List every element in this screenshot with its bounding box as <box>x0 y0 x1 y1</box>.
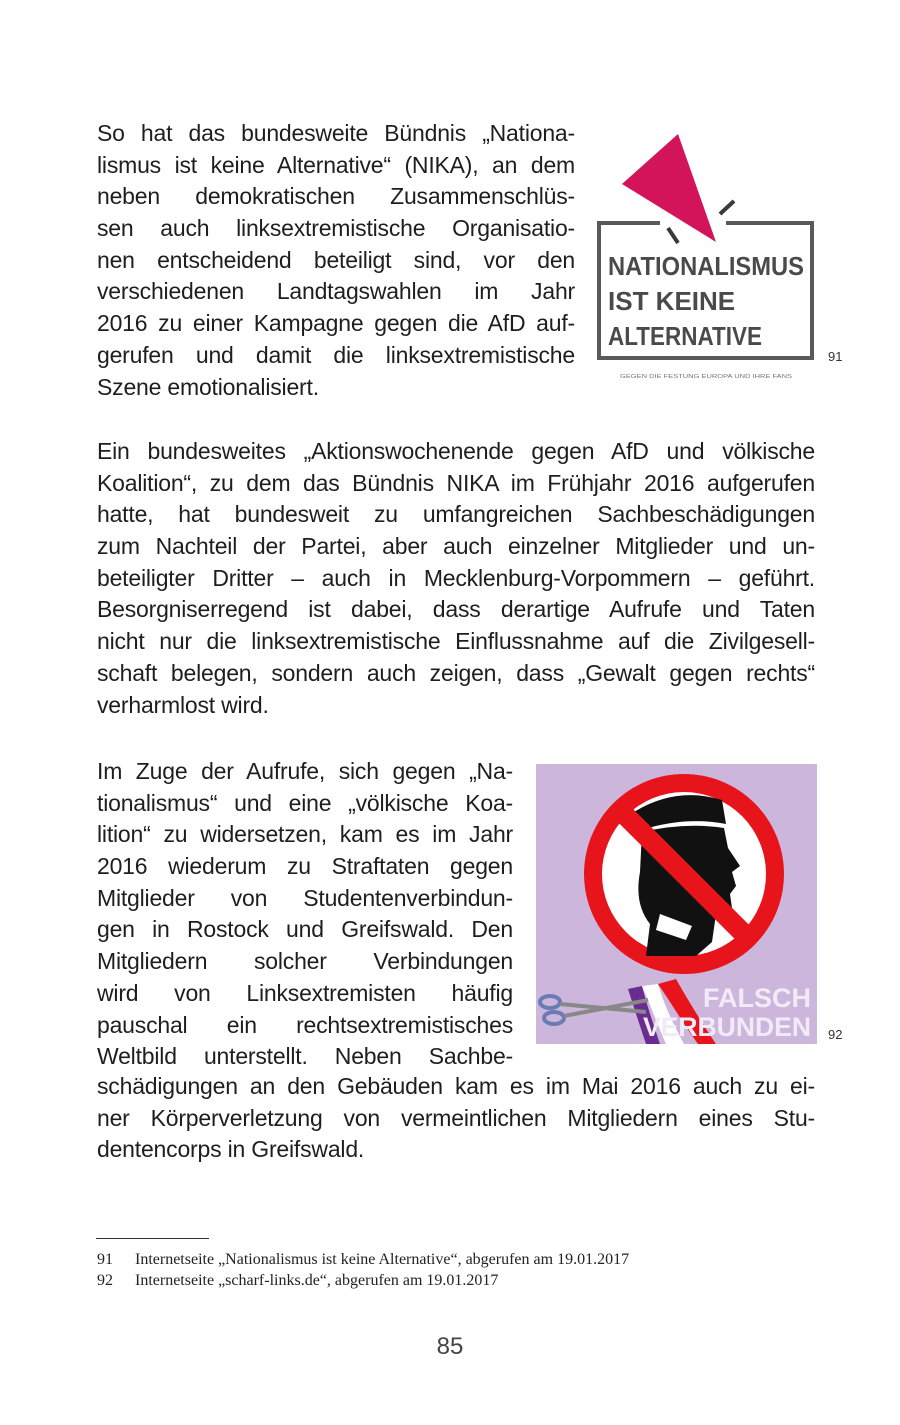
text-line: sen auch linksextremistische Organisatio- <box>97 215 575 242</box>
text-line: schaft belegen, sondern auch zeigen, dass „Gewalt gegen rechts“ <box>97 659 815 686</box>
svg-text:IST KEINE: IST KEINE <box>608 286 736 316</box>
text-line: hatte, hat bundesweit zu umfangreichen Sachbeschädigungen <box>97 501 815 528</box>
paragraph-student-fraternities <box>97 756 513 1073</box>
nika-logo-image <box>596 128 818 384</box>
text-line: Weltbild unterstellt. Neben Sachbe- <box>97 1043 513 1070</box>
footnote-91 <box>97 1249 629 1270</box>
text-line: gerufen und damit die linksextremistische <box>97 341 575 368</box>
svg-text:NATIONALISMUS: NATIONALISMUS <box>608 251 804 281</box>
footnote-text: Internetseite „Nationalismus ist keine Alternative“, abgerufen am 19.01.2017 <box>135 1251 630 1268</box>
text-line: Koalition“, zu dem das Bündnis NIKA im Frühjahr 2016 aufgerufen <box>97 469 815 496</box>
text-line: nicht nur die linksextremistische Einflussnahme auf die Zivilgesell- <box>97 628 815 655</box>
text-line: lismus ist keine Alternative“ (NIKA), an dem <box>97 151 575 178</box>
paragraph-action-weekend <box>97 436 815 721</box>
text-line: 2016 zu einer Kampagne gegen die AfD auf- <box>97 310 575 337</box>
text-line: schädigungen an den Gebäuden kam es im Mai 2016 auch zu ei- <box>97 1073 815 1099</box>
falsch-verbunden-image <box>536 764 817 1044</box>
text-line: Mitgliedern solcher Verbindungen <box>97 948 513 975</box>
paragraph-student-fraternities-continued <box>97 1071 815 1166</box>
text-line: ner Körperverletzung von vermeintlichen Mitgliedern eines Stu- <box>97 1104 815 1131</box>
figure-reference-92: 92 <box>828 1027 843 1042</box>
figure-falsch-verbunden <box>536 764 817 1044</box>
footnote-divider <box>96 1238 209 1239</box>
footnote-text: Internetseite „scharf-links.de“, abgerufen am 19.01.2017 <box>135 1272 499 1289</box>
text-line: pauschal ein rechtsextremistisches <box>97 1011 513 1038</box>
text-line: Mitglieder von Studentenverbindun- <box>97 884 513 911</box>
svg-text:FALSCH: FALSCH <box>703 983 811 1013</box>
footnotes <box>97 1249 629 1291</box>
svg-text:GEGEN DIE FESTUNG EUROPA UND I: GEGEN DIE FESTUNG EUROPA UND IHRE FANS <box>620 374 793 380</box>
text-line: Szene emotionalisiert. <box>97 373 319 400</box>
footnote-92 <box>97 1270 629 1291</box>
text-line: verschiedenen Landtagswahlen im Jahr <box>97 278 575 305</box>
text-line: neben demokratischen Zusammenschlüs- <box>97 183 575 210</box>
text-line: lition“ zu widersetzen, kam es im Jahr <box>97 821 513 848</box>
text-line: wird von Linksextremisten häufig <box>97 979 513 1006</box>
text-line: beteiligter Dritter – auch in Mecklenburg-Vorpommern – geführt. <box>97 564 815 591</box>
text-line: gen in Rostock und Greifswald. Den <box>97 916 513 943</box>
figure-nika-logo <box>596 128 818 384</box>
text-line: So hat das bundesweite Bündnis „Nationa- <box>97 120 575 146</box>
footnote-number: 91 <box>97 1251 113 1268</box>
text-line: verharmlost wird. <box>97 691 269 718</box>
svg-text:ALTERNATIVE: ALTERNATIVE <box>608 321 762 351</box>
page-number: 85 <box>436 1333 464 1360</box>
text-line: tionalismus“ und eine „völkische Koa- <box>97 789 513 816</box>
paragraph-nika-campaign <box>97 118 575 403</box>
text-line: dentencorps in Greifswald. <box>97 1136 365 1163</box>
figure-reference-91: 91 <box>828 349 843 364</box>
svg-text:VERBUNDEN: VERBUNDEN <box>643 1012 811 1042</box>
text-line: zum Nachteil der Partei, aber auch einzelner Mitglieder und un- <box>97 533 815 560</box>
text-line: Im Zuge der Aufrufe, sich gegen „Na- <box>97 758 513 784</box>
text-line: 2016 wiederum zu Straftaten gegen <box>97 853 513 880</box>
text-line: Besorgniserregend ist dabei, dass derartige Aufrufe und Taten <box>97 596 815 623</box>
text-line: Ein bundesweites „Aktionswochenende gegen AfD und völkische <box>97 438 815 464</box>
text-line: nen entscheidend beteiligt sind, vor den <box>97 246 575 273</box>
footnote-number: 92 <box>97 1272 113 1289</box>
